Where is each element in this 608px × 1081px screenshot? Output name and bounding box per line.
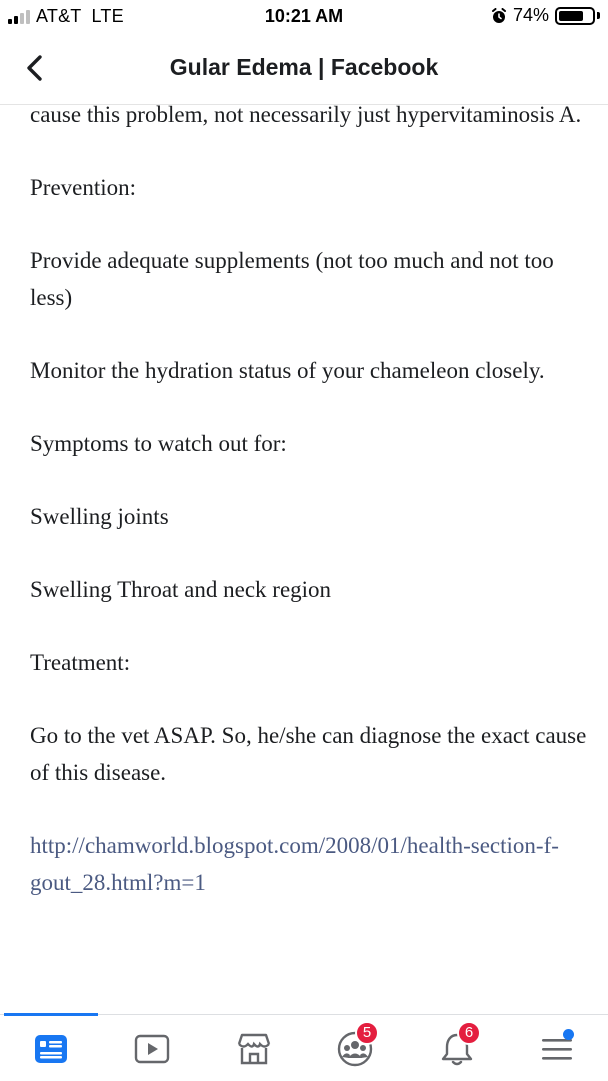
article-paragraph: Swelling joints bbox=[30, 504, 169, 529]
tab-marketplace[interactable] bbox=[224, 1027, 284, 1071]
status-bar bbox=[0, 0, 608, 34]
tab-news-feed[interactable] bbox=[21, 1027, 81, 1071]
article-heading-prevention: Prevention: bbox=[30, 175, 137, 200]
status-time: 10:21 AM bbox=[264, 6, 344, 26]
article-paragraph: Swelling Throat and neck region bbox=[30, 577, 332, 602]
active-tab-indicator bbox=[4, 1013, 98, 1016]
menu-dot-indicator bbox=[563, 1029, 574, 1040]
news-feed-icon bbox=[34, 1034, 68, 1064]
marketplace-icon bbox=[236, 1032, 272, 1066]
status-right bbox=[491, 5, 600, 26]
tab-notifications[interactable] bbox=[427, 1024, 487, 1071]
page-title: Gular Edema | Facebook bbox=[169, 54, 439, 80]
alarm-clock-icon bbox=[491, 8, 507, 24]
battery-icon bbox=[555, 7, 595, 25]
article-heading-symptoms: Symptoms to watch out for: bbox=[30, 431, 287, 456]
battery-tip bbox=[597, 12, 600, 19]
tab-watch[interactable] bbox=[122, 1027, 182, 1071]
article-heading-treatment: Treatment: bbox=[30, 650, 131, 675]
watch-video-icon bbox=[134, 1034, 170, 1064]
tab-menu[interactable] bbox=[527, 1027, 587, 1071]
article-paragraph: Monitor the hydration status of your chameleon closely. bbox=[30, 358, 545, 383]
battery-percent: 74% bbox=[512, 5, 549, 25]
source-link[interactable]: http://chamworld.blogspot.com/2008/01/health-section-f-gout_28.html?m=1 bbox=[30, 833, 559, 895]
bottom-tab-bar bbox=[0, 1014, 608, 1081]
article-paragraph: Provide adequate supplements (not too much and not too less) bbox=[30, 248, 554, 310]
nav-header bbox=[0, 34, 608, 105]
article-paragraph: cause this problem, not necessarily just hypervitaminosis A. bbox=[30, 102, 582, 127]
article-paragraph: Go to the vet ASAP. So, he/she can diagnose the exact cause of this disease. bbox=[30, 723, 587, 785]
groups-badge: 5 bbox=[355, 1021, 379, 1045]
notifications-badge: 6 bbox=[457, 1021, 481, 1045]
tab-groups[interactable] bbox=[325, 1024, 385, 1071]
article-body bbox=[30, 96, 590, 901]
carrier-label: AT&T LTE bbox=[36, 6, 124, 26]
